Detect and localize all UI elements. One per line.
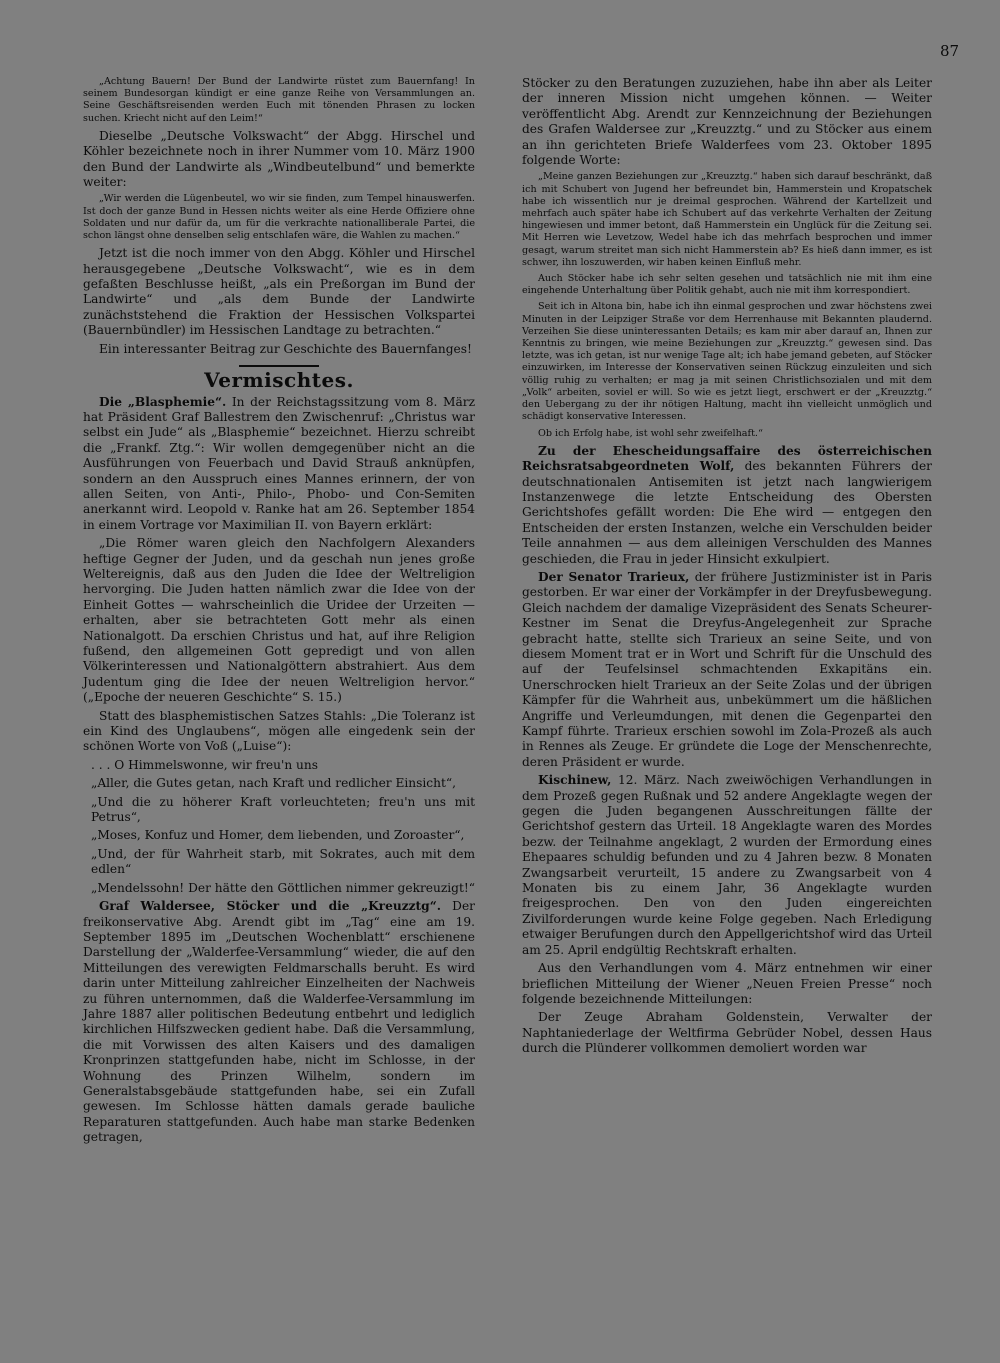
verse-line: „Moses, Konfuz und Homer, dem liebenden, und Zoroaster“, [91,828,465,843]
article-kischinew [522,773,932,958]
article-trarieux [522,570,932,770]
quote-paragraph: Auch Stöcker habe ich sehr selten gesehen und tatsächlich nie mit ihm eine eingehende Unterhaltung über Politik gehabt, auch nie mit ihm korrespondiert. [522,273,932,297]
article-text: Der freikonservative Abg. Arendt gibt im „Tag“ eine am 19. September 1895 im „Deutschen Wochenblatt“ erschienene Darstellung der „Walderfee-Versammlung“ wieder, die auf den Mitteilungen des verewigten Feldmarschalls beruht. Es wird darin unter Mitteilung zahlreicher Einzelheiten der Nachweis zu führen unternommen, daß die Walderfee-Versammlung im Jahre 1887 aller politischen Bedeutung entbehrt und lediglich kirchlichen Hilfszwecken gedient habe. Daß die Versammlung, die mit Vorwissen des alten Kaisers und des damaligen Kronprinzen stattgefunden habe, nicht im Schlosse, in der Wohnung des Prinzen Wilhelm, sondern im Generalstabsgebäude stattgefunden habe, sei ein Zufall gewesen. Im Schlosse hätten damals gerade bauliche Reparaturen stattgefunden. Auch habe man starke Bedenken getragen, [83,899,475,1145]
verse-line: . . . O Himmelswonne, wir freu'n uns [91,757,318,772]
verse-line: „Und, der für Wahrheit starb, mit Sokrates, auch mit dem edlen“ [91,846,475,877]
article-waldersee [83,899,475,1146]
paragraph: Jetzt ist die noch immer von den Abgg. Köhler und Hirschel herausgegebene „Deutsche Volkswacht“, wie es in dem gefaßten Beschlusse heißt, „als ein Preßorgan im Bund der Landwirte“ und „als dem Bunde der Landwirte zunächststehend die Fraktion der Hessischen Volkspartei (Bauernbündler) im Hessischen Landtage zu betrachten.“ [83,246,475,338]
section-title: Vermischtes. [204,368,354,393]
article-headline: Kischinew, [538,773,612,788]
right-column [522,76,932,1060]
verse-line: „Und die zu höherer Kraft vorleuchteten; freu'n uns mit Petrus“, [91,794,475,825]
article-text: der frühere Justizminister ist in Paris gestorben. Er war einer der Vorkämpfer in der Dreyfusbewegung. Gleich nachdem der damalige Vizepräsident des Senats Scheurer-Kestner im Senat die Dreyfus-Angelegenheit zur Sprache gebracht hatte, stellte sich Trarieux an seine Seite, und von diesem Moment trat er in Wort und Schrift für die Unschuld des auf der Teufelsinsel schmachtenden Exkapitäns ein. Unerschrocken hielt Trarieux an der Seite Zolas und der übrigen Kämpfer für die Wahrheit aus, unbekümmert um die häßlichen Angriffe und Verleumdungen, mit denen die Gegenpartei den Kampf führte. Trarieux erschien sowohl im Zola-Prozeß als auch in Rennes als Zeuge. Er gründete die Loge der Menschenrechte, deren Präsident er wurde. [522,569,932,769]
paragraph: Statt des blasphemistischen Satzes Stahls: „Die Toleranz ist ein Kind des Unglaubens“, mögen alle eingedenk sein der schönen Worte von Voß („Luise“): [83,708,475,754]
paragraph: Stöcker zu den Beratungen zuzuziehen, habe ihn aber als Leiter der inneren Mission nicht umgehen können. — Weiter veröffentlicht Abg. Arendt zur Kennzeichnung der Beziehungen des Grafen Waldersee zur „Kreuzztg.“ und zu Stöcker aus einem an ihn gerichteten Briefe Walderfees vom 23. Oktober 1895 folgende Worte: [522,76,932,168]
verse-line: „Mendelssohn! Der hätte den Göttlichen nimmer gekreuzigt!“ [91,880,475,895]
verse-line: „Aller, die Gutes getan, nach Kraft und redlicher Einsicht“, [91,776,456,791]
quote-paragraph: „Meine ganzen Beziehungen zur „Kreuzztg.“ haben sich darauf beschränkt, daß ich mit Schubert von Jugend her befreundet bin, Hammerstein und Kropatschek habe ich wissentlich nur je dreimal gesprochen. Während der Kartellzeit und mehrfach auch später habe ich Schubert auf das verkehrte Verhalten der Zeitung hingewiesen und immer betont, daß Hammerstein ein Unglück für die Zeitung sei. Mit Herren wie Levetzow, Wedel habe ich das mehrfach besprochen und immer gesagt, warum streitet man sich nicht Hammerstein ab? Es hieß dann immer, es ist schwer, ihn loszuwerden, wir haben keinen Einfluß mehr. [522,171,932,268]
section-divider [239,365,319,367]
paragraph: Aus den Verhandlungen vom 4. März entnehmen wir einer brieflichen Mitteilung der Wiener „Neuen Freien Presse“ noch folgende bezeichnende Mitteilungen: [522,961,932,1006]
quote-ranke: „Die Römer waren gleich den Nachfolgern Alexanders heftige Gegner der Juden, und da geschah nun jenes große Weltereignis, daß aus den Juden die Idee der Weltreligion hervorging. Die Juden hatten nämlich zwar die Idee von der Einheit Gottes — wahrscheinlich die Uridee der Urzeiten — erhalten, aber sie betrachteten Gott mehr als einen Nationalgott. Da erschien Christus und hat, auf ihre Religion fußend, den allgemeinen Gott gepredigt und von allen Völkerinteressen und Nationalgöttern abstrahiert. Aus dem Judentum ging die Idee der neuen Weltreligion hervor.“ („Epoche der neueren Geschichte“ S. 15.) [83,536,475,705]
paragraph: Der Zeuge Abraham Goldenstein, Verwalter der Naphtaniederlage der Weltfirma Gebrüder Nobel, dessen Haus durch die Plünderer vollkommen demoliert worden war [522,1010,932,1056]
left-column [83,76,475,1149]
quote-paragraph: „Achtung Bauern! Der Bund der Landwirte rüstet zum Bauernfang! In seinem Bundesorgan kündigt er eine ganze Reihe von Versammlungen an. Seine Geschäftsreisenden werden Euch mit tönenden Phrasen zu locken suchen. Kriecht nicht auf den Leim!“ [83,76,475,124]
article-headline: Der Senator Trarieux, [538,569,690,584]
article-headline: Graf Waldersee, Stöcker und die „Kreuzztg“. [99,899,441,914]
quote-paragraph: Ob ich Erfolg habe, ist wohl sehr zweifelhaft.“ [538,427,763,439]
article-headline: Zu der Ehescheidungsaffaire des österreichischen Reichsratsabgeordneten Wolf, [522,443,932,474]
article-headline: Die „Blasphemie“. [99,394,227,409]
article-text: des bekannten Führers der deutschnationalen Antisemiten ist jetzt nach langwierigem Instanzenwege die letzte Entscheidung des Obersten Gerichtshofes gefällt worden: Die Ehe wird — entgegen den Entscheiden der ersten Instanzen, welche ein Verschulden beider Teile annahmen — aus dem alleinigen Verschulden des Mannes geschieden, die Frau in jeder Hinsicht exkulpiert. [522,459,932,566]
paragraph: Dieselbe „Deutsche Volkswacht“ der Abgg. Hirschel und Köhler bezeichnete noch in ihrer Nummer vom 10. März 1900 den Bund der Landwirte als „Windbeutelbund“ und bemerkte weiter: [83,128,475,190]
quote-paragraph: „Wir werden die Lügenbeutel, wo wir sie finden, zum Tempel hinauswerfen. Ist doch der ganze Bund in Hessen nichts weiter als eine Herde Offiziere ohne Soldaten und nur dafür da, um für die verkrachte nationalliberale Partei, die schon längst ohne denselben selig entschlafen wäre, die Wahlen zu machen.“ [83,193,475,242]
article-wolf [522,444,932,567]
paragraph: Ein interessanter Beitrag zur Geschichte des Bauernfanges! [99,341,472,356]
page-number: 87 [940,42,960,60]
article-text: 12. März. Nach zweiwöchigen Verhandlungen in dem Prozeß gegen Rußnak und 52 andere Angeklagte wegen der gegen die Juden begangenen Ausschreitungen fällte der Gerichtshof gestern das Urteil. 18 Angeklagte waren des Mordes bezw. der Teilnahme angeklagt, 2 wurden der Ermordung eines Ehepaares schuldig befunden und zu 4 Jahren bezw. 8 Monaten Zwangsarbeit verurteilt, 15 andere zu Zwangsarbeit von 4 Monaten bis zu einem Jahr, 36 Angeklagte wurden freigesprochen. Den von den Juden eingereichten Zivilforderungen wurde keine Folge gegeben. Nach Erledigung etwaiger Berufungen durch den Appellgerichtshof wird das Urteil am 25. April endgültig Rechtskraft erhalten. [522,773,932,957]
article-blasphemie [83,395,475,534]
article-text: In der Reichstagssitzung vom 8. März hat Präsident Graf Ballestrem den Zwischenruf: „Christus war selbst ein Jude“ als „Blasphemie“ bezeichnet. Hierzu schreibt die „Frankf. Ztg.“: Wir wollen demgegenüber nicht an die Ausführungen von Feuerbach und David Strauß anknüpfen, sondern an den Ausspruch eines Mannes erinnern, der von allen Seiten, von Anti-, Philo-, Phobo- und Con-Semiten anerkannt wird. Leopold v. Ranke hat am 26. September 1854 in einem Vortrage vor Maximilian II. von Bayern erklärt: [83,394,475,532]
quote-paragraph: Seit ich in Altona bin, habe ich ihn einmal gesprochen und zwar höchstens zwei Minuten in der Leipziger Straße vor dem Herrenhause mit Bekannten plaudernd. Verzeihen Sie diese uninteressanten Details; es kam mir aber darauf an, Ihnen zur Kenntnis zu bringen, wie meine Beziehungen zur „Kreuzztg.“ gewesen sind. Das letzte, was ich getan, ist nur wenige Tage alt; ich habe jemand gebeten, auf Stöcker einzuwirken, im Interesse der Konservativen seinen Rückzug einzuleiten und sich völlig ruhig zu verhalten; er mag ja mit seinen Christlichsozialen und mit dem „Volk“ arbeiten, soviel er will. So wie es jetzt liegt, erschwert er der „Kreuzztg.“ den Uebergang zu der ihr nötigen Haltung, macht ihn vielleicht unmöglich und schädigt konservative Interessen. [522,301,932,423]
